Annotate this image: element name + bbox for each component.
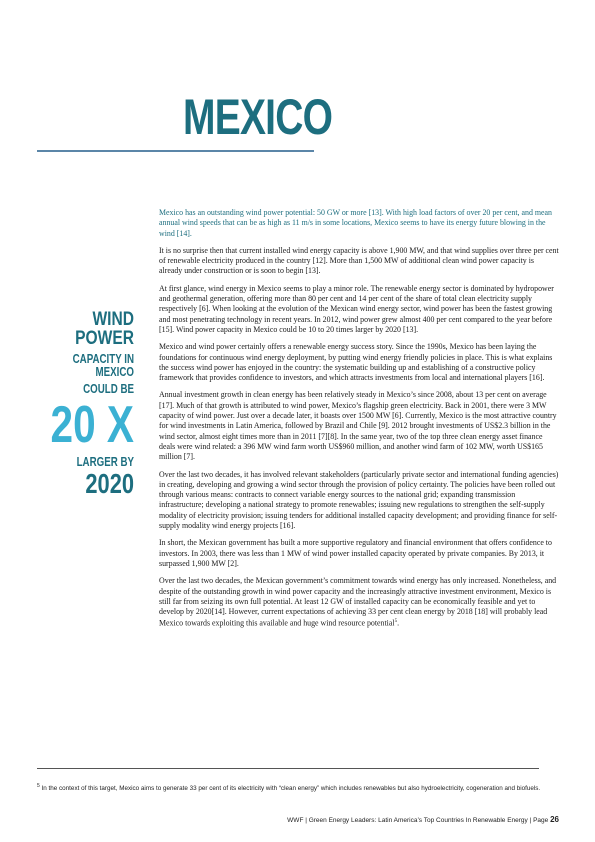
callout-line-1: WIND POWER: [75, 309, 134, 349]
paragraph-text: Over the last two decades, the Mexican government’s commitment towards wind energy has only increased. Nonetheless, and despite of the outstanding growth in wind power capacity and the increasingly attractive investment environment, Mexico is still far from seizing its own full potential. At least 12 GW of installed capacity can be economically feasible and yet to develop by 2020[14]. However, current expectations of achieving 33 per cent clean energy by 2018 [18] will probably lead Mexico towards exploiting this available and huge wind resource potential: [159, 576, 557, 629]
article-body: [159, 208, 559, 636]
paragraph-end: .: [397, 619, 400, 629]
body-paragraph: At first glance, wind energy in Mexico seems to play a minor role. The renewable energy sector is dominated by hydropower and geothermal generation, offering more than 80 per cent and 14 per cent of the share of total clean electricity supply respectively [6]. When looking at the evolution of the Mexican wind energy sector, wind power has been the fastest growing and most penetrating technology in recent years. In 2012, wind power grew almost 400 per cent compared to the year before [15]. Wind power capacity in Mexico could be 10 to 20 times larger by 2020 [13].: [159, 283, 554, 334]
callout-big-number: 20 X: [50, 396, 135, 454]
footer-text: WWF | Green Energy Leaders: Latin America’s Top Countries In Renewable Energy | Page: [287, 817, 551, 824]
footnote-ref: 5: [394, 619, 398, 625]
page-title: MEXICO: [183, 89, 333, 145]
title-rule: [37, 150, 314, 152]
callout-line-2: CAPACITY IN MEXICO: [72, 351, 134, 379]
footnote-marker: 5: [37, 783, 40, 789]
intro-paragraph: Mexico has an outstanding wind power potential: 50 GW or more [13]. With high load factors of over 20 per cent, and mean annual wind speeds that can be as high as 11 m/s in some locations, Mexico seems to have its energy future blowing in the wind [14].: [159, 208, 552, 238]
callout-line-3: COULD BE: [83, 381, 134, 396]
body-paragraph: In short, the Mexican government has built a more supportive regulatory and financial environment that offers confidence to investors. In 2003, there was less than 1 MW of wind power installed capacity operated by private companies. By 2013, it surpassed 1,900 MW [2].: [159, 538, 552, 568]
sidebar-callout: [20, 310, 134, 498]
callout-year: 2020: [85, 468, 134, 499]
page-number: 26: [550, 815, 559, 824]
page-footer: [287, 815, 559, 824]
footnote: [37, 782, 559, 793]
body-paragraph: Mexico and wind power certainly offers a renewable energy success story. Since the 1990s, Mexico has been laying the foundations for continuous wind energy deployment, by putting wind energy friendly policies in place. This is what explains the success wind power has enjoyed in the country: the systematic building up and establishing of a constructive policy framework that provides confidence to investors, and which attracts investments from local and international players [16].: [159, 342, 553, 383]
callout-line-4: LARGER BY: [76, 454, 134, 469]
body-paragraph: Annual investment growth in clean energy has been relatively steady in Mexico’s since 2008, about 13 per cent on average [17]. Much of that growth is attributed to wind power, Mexico’s flagship green electricity. Back in 2001, there were 3 MW capacity of wind power. Just over a decade later, it boasts over 1500 MW [6]. Currently, Mexico is the most attractive country for wind investments in Latin America, followed by Brazil and Chile [9]. 2012 brought investments of US$2.3 billion in the wind sector, almost eight times more than in 2011 [7][8]. In the same year, two of the top three clean energy asset finance deals were wind related: a 396 MW wind farm worth US$960 million, and another wind farm of 102 MW, worth US$165 million [7].: [159, 390, 557, 462]
body-paragraph: [159, 576, 559, 629]
body-paragraph: Over the last two decades, it has involved relevant stakeholders (particularly private sector and international funding agencies) in creating, developing and growing a wind sector through the provision of policy certainty. The policies have been rolled out through various means: contracts to connect variable energy sources to the national grid; expanding transmission infrastructure; developing a national strategy to promote renewables; issuing new regulations to strengthen the self-supply modality of electricity provision; issuing tenders for additional installed capacity development; and providing finance for self-supply modality wind energy projects [16].: [159, 469, 559, 531]
body-paragraph: It is no surprise then that current installed wind energy capacity is above 1,900 MW, and that wind supplies over three per cent of renewable electricity produced in the country [12]. More than 1,500 MW of additional clean wind power capacity is already under construction or is soon to begin [13].: [159, 245, 559, 276]
footnote-text: In the context of this target, Mexico aims to generate 33 per cent of its electricity with “clean energy” which includes renewables but also hydroelectricity, cogeneration and biofuels.: [39, 785, 541, 793]
footnote-rule: [37, 768, 539, 769]
